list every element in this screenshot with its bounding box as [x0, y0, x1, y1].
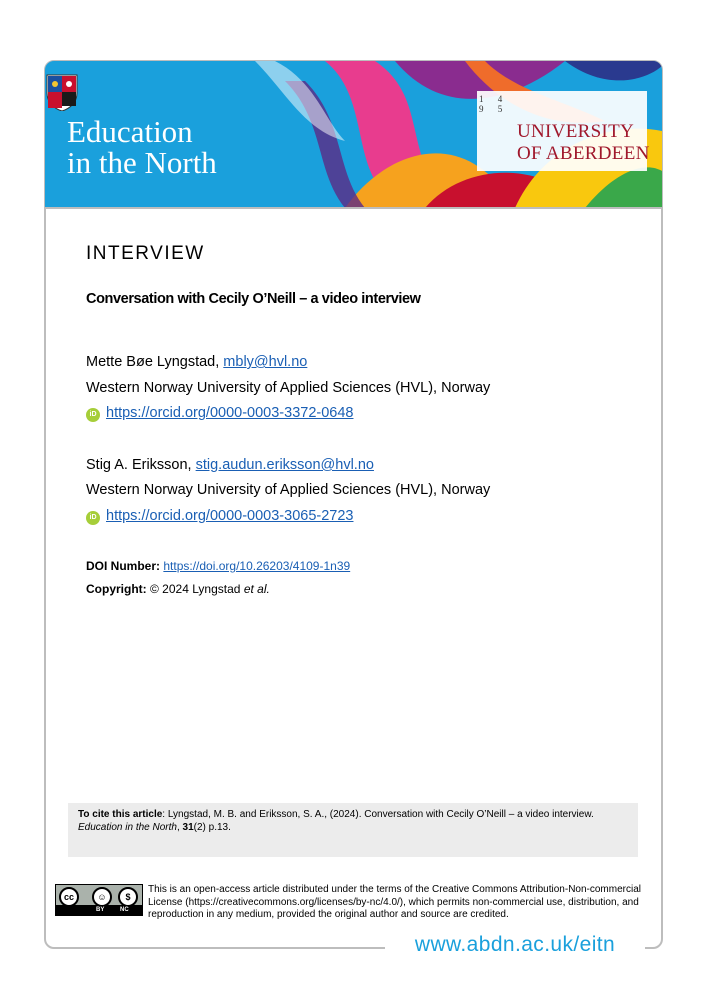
author-2-affiliation: Western Norway University of Applied Sciences (HVL), Norway	[86, 482, 491, 498]
journal-banner	[45, 61, 662, 208]
author-2-email-link[interactable]: stig.audun.eriksson@hvl.no	[195, 457, 374, 473]
author-1-orcid-link[interactable]: https://orcid.org/0000-0003-3372-0648	[106, 405, 354, 421]
orcid-icon: iD	[86, 408, 100, 422]
attribution-person-icon: ☺	[92, 887, 112, 907]
author-1-line	[86, 354, 307, 370]
author-1-email-link[interactable]: mbly@hvl.no	[223, 354, 308, 370]
doi-link[interactable]: https://doi.org/10.26203/4109-1n39	[163, 559, 351, 573]
citation-box: To cite this article: Lyngstad, M. B. and Eriksson, S. A., (2024). Conversation with Cecily O’Neill – a video interview. Education in the North, 31(2) p.13.	[68, 803, 638, 857]
doi-line	[86, 559, 350, 573]
author-1-affiliation: Western Norway University of Applied Sciences (HVL), Norway	[86, 380, 491, 396]
university-name: UNIVERSITY OF ABERDEEN	[517, 121, 650, 164]
citation-volume: 31	[182, 822, 194, 833]
cc-icon: cc	[59, 887, 79, 907]
author-2-orcid-line	[86, 508, 353, 525]
author-1-orcid-line	[86, 405, 353, 422]
noncommercial-icon: $	[118, 887, 138, 907]
copyright-line	[86, 582, 270, 596]
article-title: Conversation with Cecily O’Neill – a video interview	[86, 291, 421, 307]
banner-divider	[45, 207, 662, 209]
footer-url[interactable]: www.abdn.ac.uk/eitn	[385, 932, 645, 958]
university-crest-icon	[45, 61, 79, 111]
journal-title: Education in the North	[67, 114, 217, 180]
copyright-etal: et al.	[243, 582, 270, 596]
copyright-label: Copyright:	[86, 582, 147, 596]
copyright-value: © 2024 Lyngstad	[150, 582, 241, 596]
orcid-icon: iD	[86, 511, 100, 525]
author-1-name: Mette Bøe Lyngstad,	[86, 354, 220, 370]
citation-journal: Education in the North	[78, 822, 177, 833]
citation-label: To cite this article	[78, 809, 163, 820]
license-text: This is an open-access article distributed under the terms of the Creative Commons Attribution-Non-commercial License (https://creativecommons.org/licenses/by-nc/4.0/), which permits non-commercial use, distribution, and reproduction in any medium, provided the original author and source are credited.	[148, 884, 641, 920]
doi-label: DOI Number:	[86, 559, 161, 573]
university-founding-year: 1 4 9 5	[479, 94, 509, 114]
cc-license-badge-icon: cc ☺ $ BY NC	[55, 884, 143, 916]
article-type: INTERVIEW	[86, 243, 205, 264]
author-2-name: Stig A. Eriksson,	[86, 457, 192, 473]
author-2-orcid-link[interactable]: https://orcid.org/0000-0003-3065-2723	[106, 508, 354, 524]
author-2-line	[86, 457, 374, 473]
